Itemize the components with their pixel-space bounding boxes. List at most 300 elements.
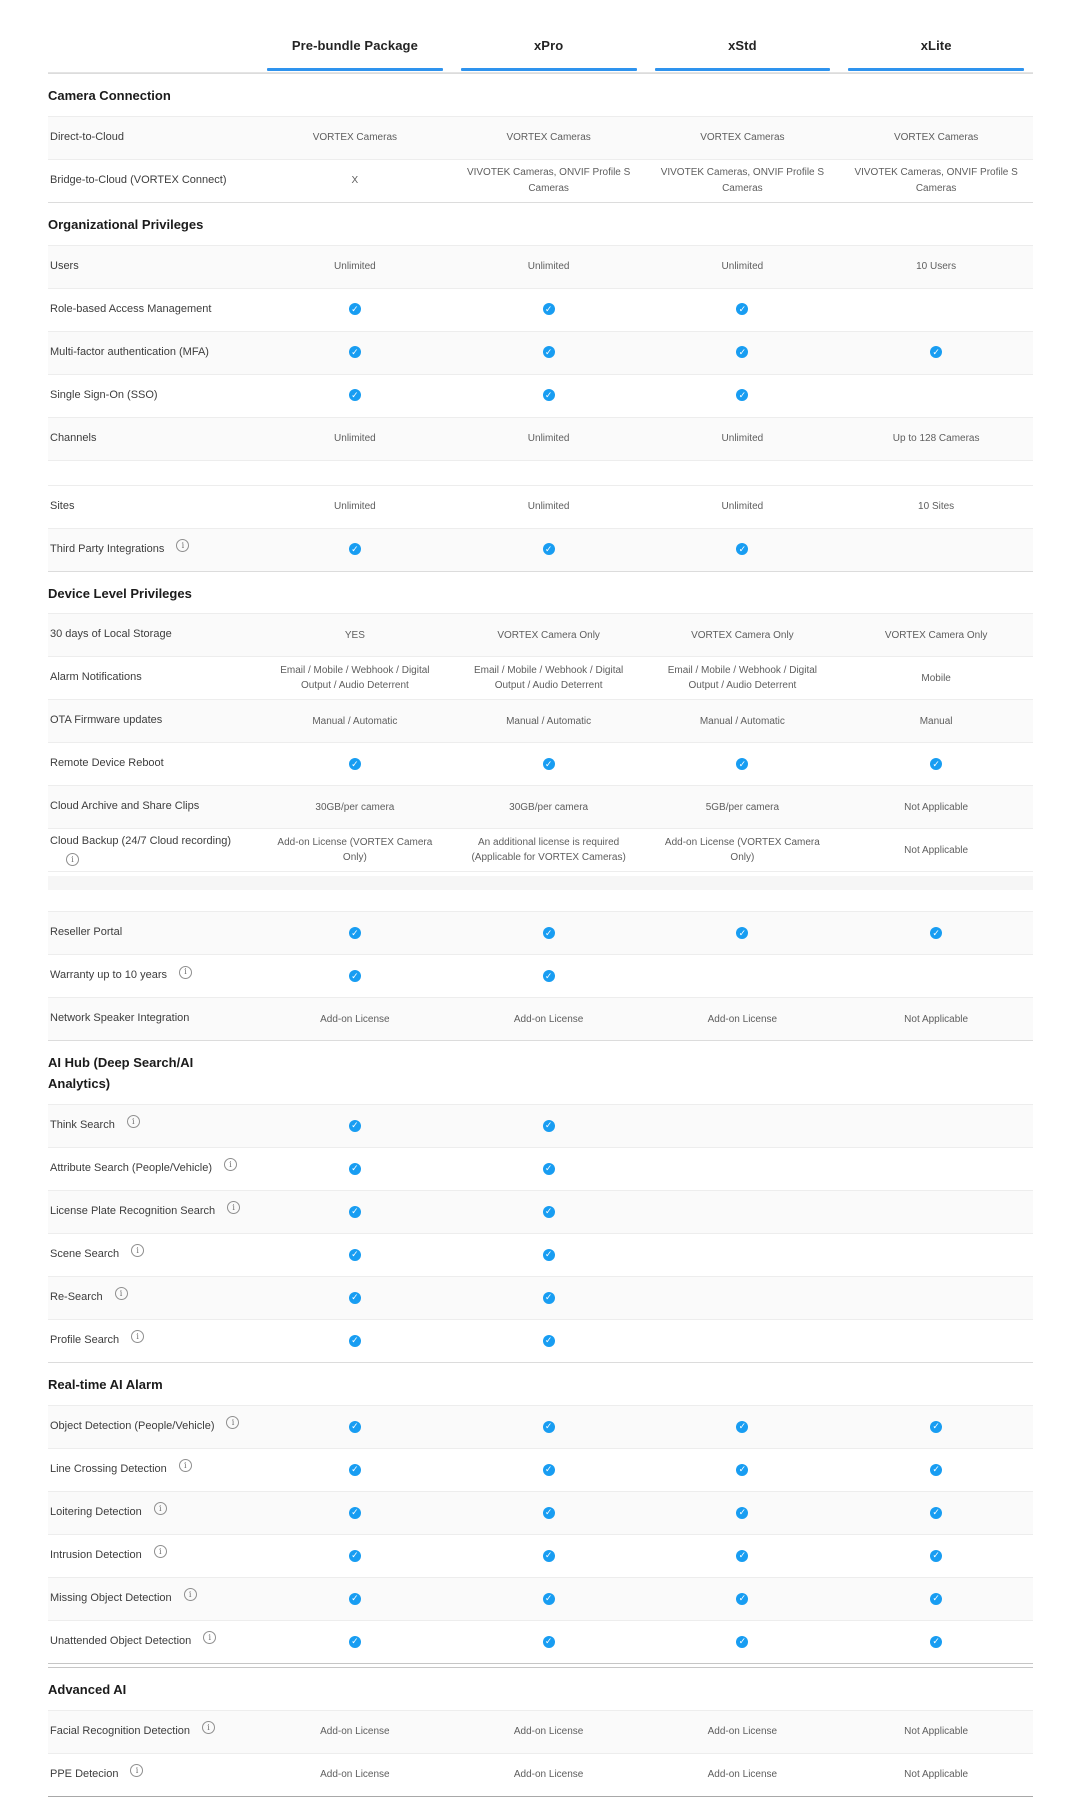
table-row-single-sign-on-sso — [48, 374, 1033, 417]
row-label-cell — [48, 1720, 258, 1744]
row-label-cell — [48, 427, 258, 451]
table-cell — [646, 1121, 840, 1131]
row-label-cell — [48, 538, 258, 562]
check-icon: ✓ — [349, 1206, 361, 1218]
table-cell: Unlimited — [334, 432, 376, 444]
table-cell — [258, 340, 452, 366]
table-row-loitering-detection — [48, 1491, 1033, 1534]
check-icon: ✓ — [349, 1120, 361, 1132]
check-icon: ✓ — [543, 1206, 555, 1218]
row-label: Third Party Integrations — [50, 542, 165, 555]
row-label-cell — [48, 1458, 258, 1482]
table-row-intrusion-detection — [48, 1534, 1033, 1577]
column-title: xPro — [533, 37, 564, 53]
info-icon[interactable]: i — [184, 1588, 197, 1601]
table-cell: Not Applicable — [904, 801, 969, 813]
check-icon: ✓ — [349, 1593, 361, 1605]
check-icon: ✓ — [736, 1507, 748, 1519]
table-row-alarm-notifications — [48, 656, 1033, 699]
check-icon: ✓ — [543, 1292, 555, 1304]
table-cell — [839, 1164, 1033, 1174]
check-icon: ✓ — [349, 1421, 361, 1433]
check-icon: ✓ — [349, 1292, 361, 1304]
table-cell — [839, 1207, 1033, 1217]
table-row-30-days-of-local-storage — [48, 613, 1033, 656]
table-cell — [839, 752, 1033, 778]
table-cell — [258, 537, 452, 563]
row-label: Reseller Portal — [50, 926, 123, 939]
check-icon: ✓ — [349, 1550, 361, 1562]
row-label: PPE Detecion — [50, 1767, 119, 1780]
row-label-cell — [48, 1763, 258, 1787]
info-icon[interactable]: i — [154, 1545, 167, 1558]
info-icon[interactable]: i — [131, 1244, 144, 1257]
table-row-cloud-backup-24-7-cloud-recording — [48, 828, 1033, 871]
row-label-cell — [48, 795, 258, 819]
table-row-ota-firmware-updates — [48, 699, 1033, 742]
table-row-scene-search — [48, 1233, 1033, 1276]
section-title-device-level-privileges: Device Level Privileges — [48, 585, 192, 601]
check-icon: ✓ — [543, 1249, 555, 1261]
table-cell: Add-on License (VORTEX Camera Only) — [277, 836, 433, 864]
table-cell — [839, 971, 1033, 981]
table-cell — [258, 297, 452, 323]
table-row-network-speaker-integration — [48, 997, 1033, 1040]
row-label-cell — [48, 964, 258, 988]
section-title-advanced-ai: Advanced AI — [48, 1681, 127, 1697]
check-icon: ✓ — [736, 346, 748, 358]
row-label: Network Speaker Integration — [50, 1012, 190, 1025]
table-cell: Unlimited — [721, 260, 764, 272]
row-label-cell — [48, 830, 258, 870]
row-label-cell — [48, 384, 258, 408]
row-label: Scene Search — [50, 1248, 120, 1261]
table-cell — [258, 383, 452, 409]
table-row-direct-to-cloud — [48, 116, 1033, 159]
table-row-facial-recognition-detection — [48, 1710, 1033, 1753]
row-label: License Plate Recognition Search — [50, 1205, 216, 1218]
header-label-spacer — [48, 18, 258, 72]
table-row-object-detection-people-vehicle — [48, 1405, 1033, 1448]
table-cell — [452, 1629, 646, 1655]
table-cell — [258, 1199, 452, 1225]
check-icon: ✓ — [736, 1421, 748, 1433]
info-icon[interactable]: i — [127, 1115, 140, 1128]
row-label: Attribute Search (People/Vehicle) — [50, 1162, 213, 1175]
table-cell — [258, 964, 452, 990]
table-cell: Manual / Automatic — [699, 715, 785, 727]
section-title-camera-connection: Camera Connection — [48, 88, 171, 103]
table-cell: 10 Sites — [918, 500, 955, 512]
check-icon: ✓ — [349, 389, 361, 401]
info-icon[interactable]: i — [115, 1287, 128, 1300]
info-icon[interactable]: i — [179, 1459, 192, 1472]
row-label: Sites — [50, 499, 75, 512]
table-cell: Unlimited — [721, 500, 764, 512]
table-cell — [839, 1414, 1033, 1440]
table-cell — [258, 1242, 452, 1268]
check-icon: ✓ — [930, 1636, 942, 1648]
table-cell: Add-on License — [513, 1013, 584, 1025]
info-icon[interactable]: i — [176, 539, 189, 552]
row-label-cell — [48, 169, 258, 193]
table-cell — [452, 537, 646, 563]
table-row-attribute-search-people-vehicle — [48, 1147, 1033, 1190]
check-icon: ✓ — [349, 927, 361, 939]
table-cell: Unlimited — [721, 432, 764, 444]
table-cell — [258, 921, 452, 947]
table-cell: YES — [344, 629, 365, 641]
check-icon: ✓ — [930, 758, 942, 770]
row-label-cell — [48, 921, 258, 945]
section-title-row — [48, 1362, 1033, 1405]
plan-comparison-page — [48, 0, 1033, 1797]
check-icon: ✓ — [543, 1163, 555, 1175]
check-icon: ✓ — [349, 970, 361, 982]
table-cell — [452, 1242, 646, 1268]
row-label: Intrusion Detection — [50, 1548, 142, 1561]
table-cell — [839, 340, 1033, 366]
row-label: Re-Search — [50, 1291, 103, 1304]
table-cell: Not Applicable — [904, 1768, 969, 1780]
check-icon: ✓ — [930, 1550, 942, 1562]
table-cell: VORTEX Camera Only — [497, 629, 600, 641]
check-icon: ✓ — [543, 1593, 555, 1605]
row-label-cell — [48, 495, 258, 519]
table-cell — [839, 1586, 1033, 1612]
table-row-users — [48, 245, 1033, 288]
check-icon: ✓ — [543, 389, 555, 401]
table-cell — [646, 383, 840, 409]
table-cell: Not Applicable — [904, 844, 969, 856]
info-icon[interactable]: i — [203, 1631, 216, 1644]
table-cell — [839, 391, 1033, 401]
check-icon: ✓ — [736, 543, 748, 555]
check-icon: ✓ — [930, 1507, 942, 1519]
table-cell — [452, 1156, 646, 1182]
table-cell: VORTEX Cameras — [700, 132, 785, 144]
check-icon: ✓ — [349, 1636, 361, 1648]
table-body — [48, 73, 1033, 1796]
table-cell — [258, 1629, 452, 1655]
section-title-row — [48, 571, 1033, 614]
row-label: Line Crossing Detection — [50, 1462, 167, 1475]
table-cell: Add-on License — [707, 1768, 778, 1780]
row-label-cell — [48, 666, 258, 690]
table-cell: Email / Mobile / Webhook / Digital Output / Audio Deterrent — [473, 664, 624, 692]
comparison-table — [48, 18, 1033, 1797]
table-cell: Add-on License (VORTEX Camera Only) — [664, 836, 820, 864]
table-cell: X — [351, 175, 359, 187]
table-cell: Unlimited — [334, 500, 376, 512]
section-title-row — [48, 1668, 1033, 1710]
table-cell: VORTEX Camera Only — [884, 629, 988, 641]
table-row-ppe-detecion — [48, 1753, 1033, 1796]
row-label-cell — [48, 1157, 258, 1181]
table-cell: VORTEX Cameras — [312, 132, 398, 144]
table-cell — [646, 1629, 840, 1655]
section-title-row — [48, 1040, 1033, 1104]
section-title-row — [48, 73, 1033, 116]
info-icon[interactable]: i — [224, 1158, 237, 1171]
row-label-cell — [48, 1286, 258, 1310]
check-icon: ✓ — [736, 389, 748, 401]
row-label: Alarm Notifications — [50, 671, 142, 684]
table-cell: 30GB/per camera — [315, 801, 395, 813]
info-icon[interactable]: i — [154, 1502, 167, 1515]
table-cell: Add-on License — [707, 1013, 778, 1025]
row-label: Facial Recognition Detection — [50, 1724, 191, 1737]
info-icon[interactable]: i — [226, 1416, 239, 1429]
table-cell — [452, 1199, 646, 1225]
table-cell — [452, 964, 646, 990]
row-label: OTA Firmware updates — [50, 714, 163, 727]
check-icon: ✓ — [543, 1335, 555, 1347]
table-cell: Unlimited — [527, 260, 570, 272]
table-cell: Add-on License — [320, 1768, 390, 1780]
table-cell — [452, 1586, 646, 1612]
info-icon[interactable]: i — [227, 1201, 240, 1214]
check-icon: ✓ — [736, 927, 748, 939]
table-row-channels — [48, 417, 1033, 460]
row-label: Single Sign-On (SSO) — [50, 388, 158, 401]
table-cell — [839, 1293, 1033, 1303]
row-label: Multi-factor authentication (MFA) — [50, 345, 209, 358]
row-label-cell — [48, 709, 258, 733]
table-cell: An additional license is required (Applicable for VORTEX Cameras) — [471, 836, 626, 864]
table-cell — [839, 1500, 1033, 1526]
table-cell: Unlimited — [527, 500, 570, 512]
table-cell: VORTEX Cameras — [506, 132, 591, 144]
table-row-remote-device-reboot — [48, 742, 1033, 785]
row-label-cell — [48, 341, 258, 365]
table-cell — [258, 1113, 452, 1139]
table-cell: 30GB/per camera — [509, 801, 589, 813]
row-label: Cloud Backup (24/7 Cloud recording) — [50, 835, 231, 848]
info-icon[interactable]: i — [179, 966, 192, 979]
check-icon: ✓ — [930, 1421, 942, 1433]
column-header-xstd — [646, 18, 840, 72]
info-icon[interactable]: i — [131, 1330, 144, 1343]
table-cell: Email / Mobile / Webhook / Digital Output / Audio Deterrent — [667, 664, 818, 692]
header-underline — [267, 68, 443, 71]
table-cell — [452, 340, 646, 366]
check-icon: ✓ — [543, 758, 555, 770]
table-cell — [452, 383, 646, 409]
table-cell: VIVOTEK Cameras, ONVIF Profile S Cameras — [660, 167, 825, 194]
table-cell: 5GB/per camera — [705, 801, 780, 813]
column-title: xStd — [728, 37, 757, 53]
row-label-cell — [48, 1329, 258, 1353]
table-cell — [452, 1500, 646, 1526]
header-underline — [461, 68, 637, 71]
column-header-xpro — [452, 18, 646, 72]
row-label: Direct-to-Cloud — [50, 130, 124, 143]
table-cell: Add-on License — [320, 1013, 390, 1025]
check-icon: ✓ — [543, 1550, 555, 1562]
table-row-role-based-access-management — [48, 288, 1033, 331]
section-title-ai-hub-deep-search-ai-analytics: AI Hub (Deep Search/AI Analytics) — [48, 1055, 194, 1092]
check-icon: ✓ — [930, 1593, 942, 1605]
column-title: Pre-bundle Package — [291, 37, 418, 53]
table-cell — [646, 1293, 840, 1303]
table-cell — [646, 537, 840, 563]
table-cell — [452, 921, 646, 947]
check-icon: ✓ — [736, 1550, 748, 1562]
check-icon: ✓ — [736, 1636, 748, 1648]
table-row-sites — [48, 485, 1033, 528]
section-title-organizational-privileges: Organizational Privileges — [48, 216, 204, 232]
table-cell — [258, 1457, 452, 1483]
check-icon: ✓ — [349, 1249, 361, 1261]
row-label: Users — [50, 259, 79, 272]
table-cell — [258, 1500, 452, 1526]
table-cell — [452, 297, 646, 323]
table-row-bridge-to-cloud-vortex-connect — [48, 159, 1033, 202]
row-label-cell — [48, 1200, 258, 1224]
row-label: Unattended Object Detection — [50, 1634, 192, 1647]
table-cell: Add-on License — [707, 1725, 778, 1737]
row-label-cell — [48, 298, 258, 322]
column-title: xLite — [920, 37, 952, 53]
check-icon: ✓ — [543, 303, 555, 315]
check-icon: ✓ — [736, 758, 748, 770]
table-row-re-search — [48, 1276, 1033, 1319]
row-label-cell — [48, 752, 258, 776]
check-icon: ✓ — [349, 1163, 361, 1175]
check-icon: ✓ — [349, 758, 361, 770]
table-header-row — [48, 18, 1033, 73]
table-cell — [646, 1207, 840, 1217]
table-row-reseller-portal — [48, 911, 1033, 954]
check-icon: ✓ — [543, 1464, 555, 1476]
row-label-cell — [48, 1243, 258, 1267]
table-row-profile-search — [48, 1319, 1033, 1362]
row-label: Channels — [50, 431, 97, 444]
row-label: Cloud Archive and Share Clips — [50, 800, 200, 813]
row-label: Object Detection (People/Vehicle) — [50, 1419, 215, 1432]
table-cell — [258, 1285, 452, 1311]
row-label: Bridge-to-Cloud (VORTEX Connect) — [50, 173, 227, 186]
table-cell — [452, 1457, 646, 1483]
table-cell — [258, 752, 452, 778]
table-cell — [646, 1586, 840, 1612]
check-icon: ✓ — [543, 1421, 555, 1433]
table-cell — [258, 1414, 452, 1440]
table-cell — [452, 752, 646, 778]
table-cell — [646, 1250, 840, 1260]
row-label: Loitering Detection — [50, 1505, 142, 1518]
table-cell: Manual — [919, 715, 953, 727]
table-cell — [839, 921, 1033, 947]
table-cell — [839, 1629, 1033, 1655]
table-cell — [258, 1543, 452, 1569]
row-label: Remote Device Reboot — [50, 757, 164, 770]
table-cell — [452, 1285, 646, 1311]
table-cell: Manual / Automatic — [506, 715, 592, 727]
check-icon: ✓ — [930, 927, 942, 939]
row-label-cell — [48, 1544, 258, 1568]
table-row-third-party-integrations — [48, 528, 1033, 571]
check-icon: ✓ — [543, 927, 555, 939]
check-icon: ✓ — [736, 1593, 748, 1605]
check-icon: ✓ — [543, 970, 555, 982]
check-icon: ✓ — [349, 1507, 361, 1519]
table-cell — [646, 1500, 840, 1526]
table-cell — [839, 305, 1033, 315]
table-row-think-search — [48, 1104, 1033, 1147]
check-icon: ✓ — [349, 303, 361, 315]
row-label: Warranty up to 10 years — [50, 969, 167, 982]
table-cell: 10 Users — [916, 260, 957, 272]
table-row-line-crossing-detection — [48, 1448, 1033, 1491]
table-cell — [452, 1543, 646, 1569]
row-label-cell — [48, 1007, 258, 1031]
table-cell — [258, 1156, 452, 1182]
info-icon[interactable]: i — [66, 853, 79, 866]
table-cell: Add-on License — [513, 1725, 584, 1737]
row-label-cell — [48, 1630, 258, 1654]
check-icon: ✓ — [543, 346, 555, 358]
check-icon: ✓ — [349, 346, 361, 358]
info-icon[interactable]: i — [202, 1721, 215, 1734]
table-cell — [646, 971, 840, 981]
check-icon: ✓ — [736, 1464, 748, 1476]
header-underline — [848, 68, 1024, 71]
table-cell: Not Applicable — [904, 1725, 969, 1737]
table-cell: Unlimited — [527, 432, 570, 444]
table-cell — [839, 1336, 1033, 1346]
header-underline — [655, 68, 831, 71]
table-cell — [646, 1164, 840, 1174]
table-cell — [646, 1457, 840, 1483]
table-cell: Not Applicable — [904, 1013, 969, 1025]
row-label: 30 days of Local Storage — [50, 628, 172, 641]
check-icon: ✓ — [930, 346, 942, 358]
table-cell: Add-on License — [513, 1768, 584, 1780]
column-header-xlite — [839, 18, 1033, 72]
table-cell — [839, 1121, 1033, 1131]
table-cell: VORTEX Cameras — [893, 132, 979, 144]
table-cell — [646, 921, 840, 947]
section-title-row — [48, 202, 1033, 245]
table-cell — [646, 1543, 840, 1569]
row-label-cell — [48, 255, 258, 279]
row-spacer — [48, 871, 1033, 911]
check-icon: ✓ — [543, 1636, 555, 1648]
table-cell — [452, 1328, 646, 1354]
table-cell: Add-on License — [320, 1725, 390, 1737]
table-row-multi-factor-authentication-mfa — [48, 331, 1033, 374]
table-cell — [258, 1586, 452, 1612]
check-icon: ✓ — [349, 1464, 361, 1476]
section-title-real-time-ai-alarm: Real-time AI Alarm — [48, 1376, 163, 1392]
check-icon: ✓ — [543, 1120, 555, 1132]
check-icon: ✓ — [349, 543, 361, 555]
table-cell — [646, 297, 840, 323]
table-cell — [452, 1113, 646, 1139]
info-icon[interactable]: i — [130, 1764, 143, 1777]
table-cell — [646, 752, 840, 778]
table-cell — [839, 1250, 1033, 1260]
table-cell: VIVOTEK Cameras, ONVIF Profile S Cameras — [466, 167, 631, 194]
table-cell: Manual / Automatic — [312, 715, 398, 727]
row-label-cell — [48, 1587, 258, 1611]
row-label-cell — [48, 623, 258, 647]
table-cell — [646, 340, 840, 366]
table-cell: Email / Mobile / Webhook / Digital Output / Audio Deterrent — [280, 664, 430, 692]
row-label: Missing Object Detection — [50, 1591, 172, 1604]
